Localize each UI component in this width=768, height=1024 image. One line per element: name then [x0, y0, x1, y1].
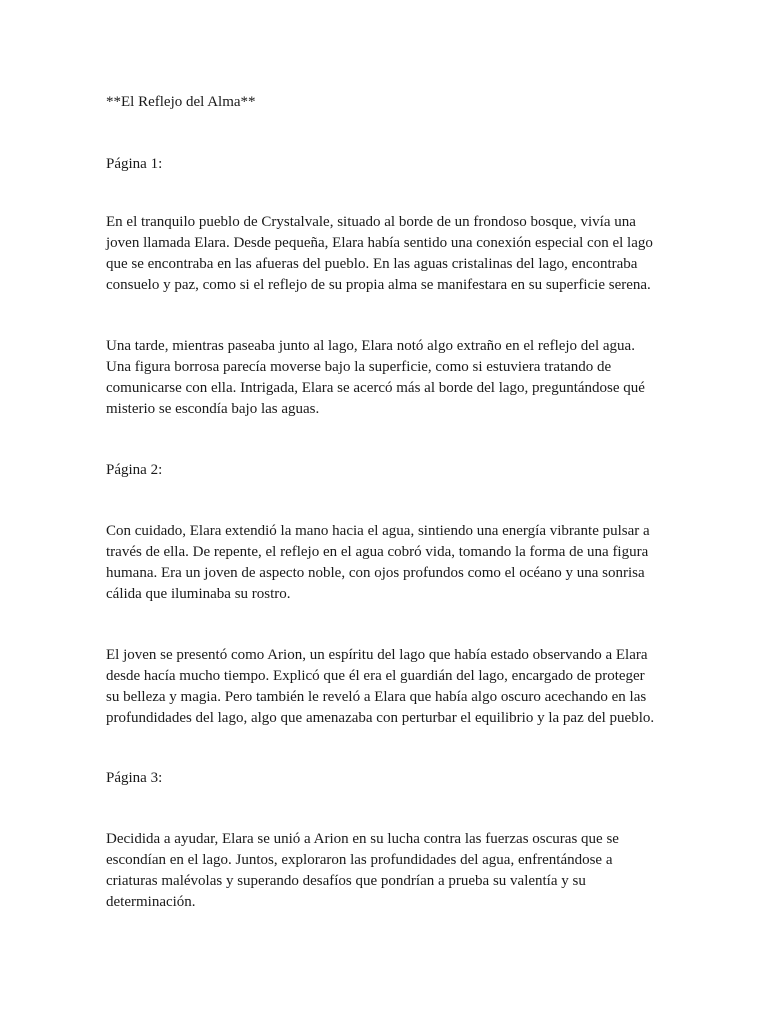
- text-line: Una tarde, mientras paseaba junto al lago, Elara notó algo extraño en el reflejo del agua.: [106, 338, 635, 354]
- text-line: En el tranquilo pueblo de Crystalvale, situado al borde de un frondoso bosque, vivía una: [106, 214, 636, 230]
- paragraph-2-2: [106, 645, 666, 729]
- text-line: escondían en el lago. Juntos, exploraron las profundidades del agua, enfrentándose a: [106, 852, 613, 868]
- text-line: humana. Era un joven de aspecto noble, con ojos profundos como el océano y una sonrisa: [106, 565, 645, 581]
- page-heading-1: Página 1:: [106, 156, 163, 172]
- text-line: criaturas malévolas y superando desafíos que pondrían a prueba su valentía y su: [106, 873, 586, 889]
- text-line: que se encontraba en las afueras del pueblo. En las aguas cristalinas del lago, encontraba: [106, 256, 638, 272]
- paragraph-1-2: [106, 336, 666, 420]
- text-line: profundidades del lago, algo que amenazaba con perturbar el equilibrio y la paz del pueblo.: [106, 710, 655, 726]
- text-line: joven llamada Elara. Desde pequeña, Elara había sentido una conexión especial con el lago: [106, 235, 653, 251]
- text-line: desde hacía mucho tiempo. Explicó que él era el guardián del lago, encargado de proteger: [106, 668, 645, 684]
- page-heading-2: Página 2:: [106, 462, 163, 478]
- text-line: través de ella. De repente, el reflejo en el agua cobró vida, tomando la forma de una figura: [106, 544, 649, 560]
- text-line: su belleza y magia. Pero también le reveló a Elara que había algo oscuro acechando en las: [106, 689, 647, 705]
- text-line: consuelo y paz, como si el reflejo de su propia alma se manifestara en su superficie serena.: [106, 277, 651, 293]
- paragraph-3-1: [106, 829, 666, 913]
- text-line: comunicarse con ella. Intrigada, Elara se acercó más al borde del lago, preguntándose qué: [106, 380, 645, 396]
- text-line: Decidida a ayudar, Elara se unió a Arion en su lucha contra las fuerzas oscuras que se: [106, 831, 619, 847]
- paragraph-2-1: [106, 521, 666, 605]
- page-heading-3: Página 3:: [106, 770, 163, 786]
- text-line: determinación.: [106, 894, 196, 910]
- paragraph-1-1: [106, 212, 666, 296]
- text-line: El joven se presentó como Arion, un espíritu del lago que había estado observando a Elara: [106, 647, 648, 663]
- text-line: cálida que iluminaba su rostro.: [106, 586, 291, 602]
- text-line: misterio se escondía bajo las aguas.: [106, 401, 320, 417]
- document-title: **El Reflejo del Alma**: [106, 94, 256, 110]
- text-line: Con cuidado, Elara extendió la mano hacia el agua, sintiendo una energía vibrante pulsar a: [106, 523, 650, 539]
- text-line: Una figura borrosa parecía moverse bajo la superficie, como si estuviera tratando de: [106, 359, 612, 375]
